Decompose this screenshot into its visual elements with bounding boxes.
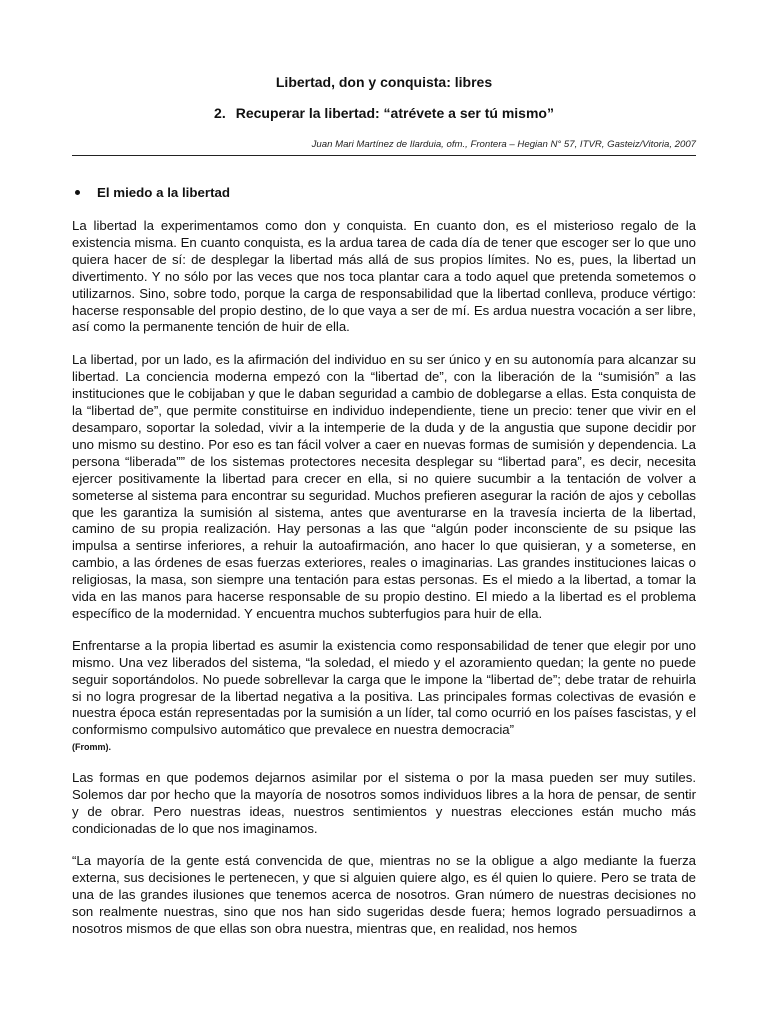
citation: (Fromm). — [72, 742, 111, 753]
paragraph: Enfrentarse a la propia libertad es asumir la existencia como responsabilidad de tener que elegir por uno mismo. Una vez liberados del sistema, “la soledad, el miedo y el azoramiento quedan; la gente no puede seguir soportándolos. No puede sobrellevar la carga que le impone la “libertad de”; debe tratar de rehuirla si no logra progresar de la libertad negativa a la positiva. Las principales formas colectivas de evasión e nuestra época están representadas por la sumisión a un líder, tal como ocurrió en los países fascistas, y el conformismo compulsivo automático que prevalece en nuestra democracia” — [72, 637, 696, 738]
paragraph: La libertad, por un lado, es la afirmación del individuo en su ser único y en su autonomía para alcanzar su libertad. La conciencia moderna empezó con la “libertad de”, con la liberación de la “sumisión” a las instituciones que le cobijaban y que le daban seguridad a cambio de doblegarse a ellas. Esta conquista de la “libertad de”, que permite constituirse en individuo independiente, tiene un precio: tener que vivir en el desamparo, soportar la soledad, vivir a la intemperie de la duda y de la angustia que supone decidir por uno mismo su destino. Por eso es tan fácil volver a caer en nuevas formas de sumisión y dependencia. La persona “liberada”” de los sistemas protectores necesita desplegar su “libertad para”, es decir, necesita ejercer positivamente la libertad para crecer en ella, si no quiere sucumbir a la tentación de volver a someterse al sistema para encontrar su seguridad. Muchos prefieren asegurar la ración de ajos y cebollas que les garantiza la sumisión al sistema, antes que aventurarse en la travesía incierta de la libertad, camino de su propia realización. Hay personas a las que “algún poder inconsciente de su psique las impulsa a sentirse inferiores, a rehuir la autoafirmación, ano hacer lo que quisieran, y a someterse, en cambio, a las órdenes de esas fuerzas exteriores, reales o imaginarias. Las grandes instituciones laicas o religiosas, la masa, son siempre una tentación para estas personas. Es el miedo a la libertad, a tomar la vida en las manos para hacerse responsable de su propio destino. El miedo a la libertad es el problema específico de la modernidad. Y encuentra muchos subterfugios para huir de ella. — [72, 352, 696, 621]
subtitle-number: 2. — [214, 105, 226, 121]
bullet-icon — [75, 190, 80, 195]
header-divider — [72, 155, 696, 156]
section-heading-text: El miedo a la libertad — [97, 185, 231, 200]
paragraph: “La mayoría de la gente está convencida de que, mientras no se la obligue a algo mediante la fuerza externa, sus decisiones le pertenecen, y que si alguien quiere algo, es él quien lo quiere. Pero se trata de una de las grandes ilusiones que tenemos acerca de nosotros. Gran número de nuestras decisiones no son realmente nuestras, sino que nos han sido sugeridas desde fuera; hemos logrado persuadirnos a nosotros mismos de que ellas son obra nuestra, mientras que, en realidad, nos hemos — [72, 852, 696, 936]
document-subtitle — [72, 104, 696, 122]
document-title: Libertad, don y conquista: libres — [275, 74, 493, 90]
author-credit: Juan Mari Martínez de Ilarduia, ofm., Frontera – Hegian N° 57, ITVR, Gasteiz/Vitoria, 2007 — [311, 139, 696, 150]
subtitle-text: Recuperar la libertad: “atrévete a ser tú mismo” — [235, 105, 554, 121]
paragraph: Las formas en que podemos dejarnos asimilar por el sistema o por la masa pueden ser muy sutiles. Solemos dar por hecho que la mayoría de nosotros somos individuos libres a la hora de pensar, de sentir y de obrar. Pero nuestras ideas, nuestros sentimientos y nuestras elecciones están mucho más condicionadas de lo que nos imaginamos. — [72, 770, 696, 836]
paragraph: La libertad la experimentamos como don y conquista. En cuanto don, es el misterioso regalo de la existencia misma. En cuanto conquista, es la ardua tarea de cada día de tener que escoger ser lo que uno quiera hacer de sí: de desplegar la libertad más allá de sus propios límites. No es, pues, la libertad un divertimento. Y no sólo por las veces que nos toca plantar cara a todo aquel que pretenda sometemos o utilizarnos. Sino, sobre todo, porque la carga de responsabilidad que la libertad conlleva, produce vértigo: hacerse responsable del propio destino, de lo que vaya a ser de mí. Es ardua nuestra vocación a ser libre, así como la permanente tención de huir de ella. — [72, 218, 696, 335]
section-heading — [72, 184, 696, 201]
